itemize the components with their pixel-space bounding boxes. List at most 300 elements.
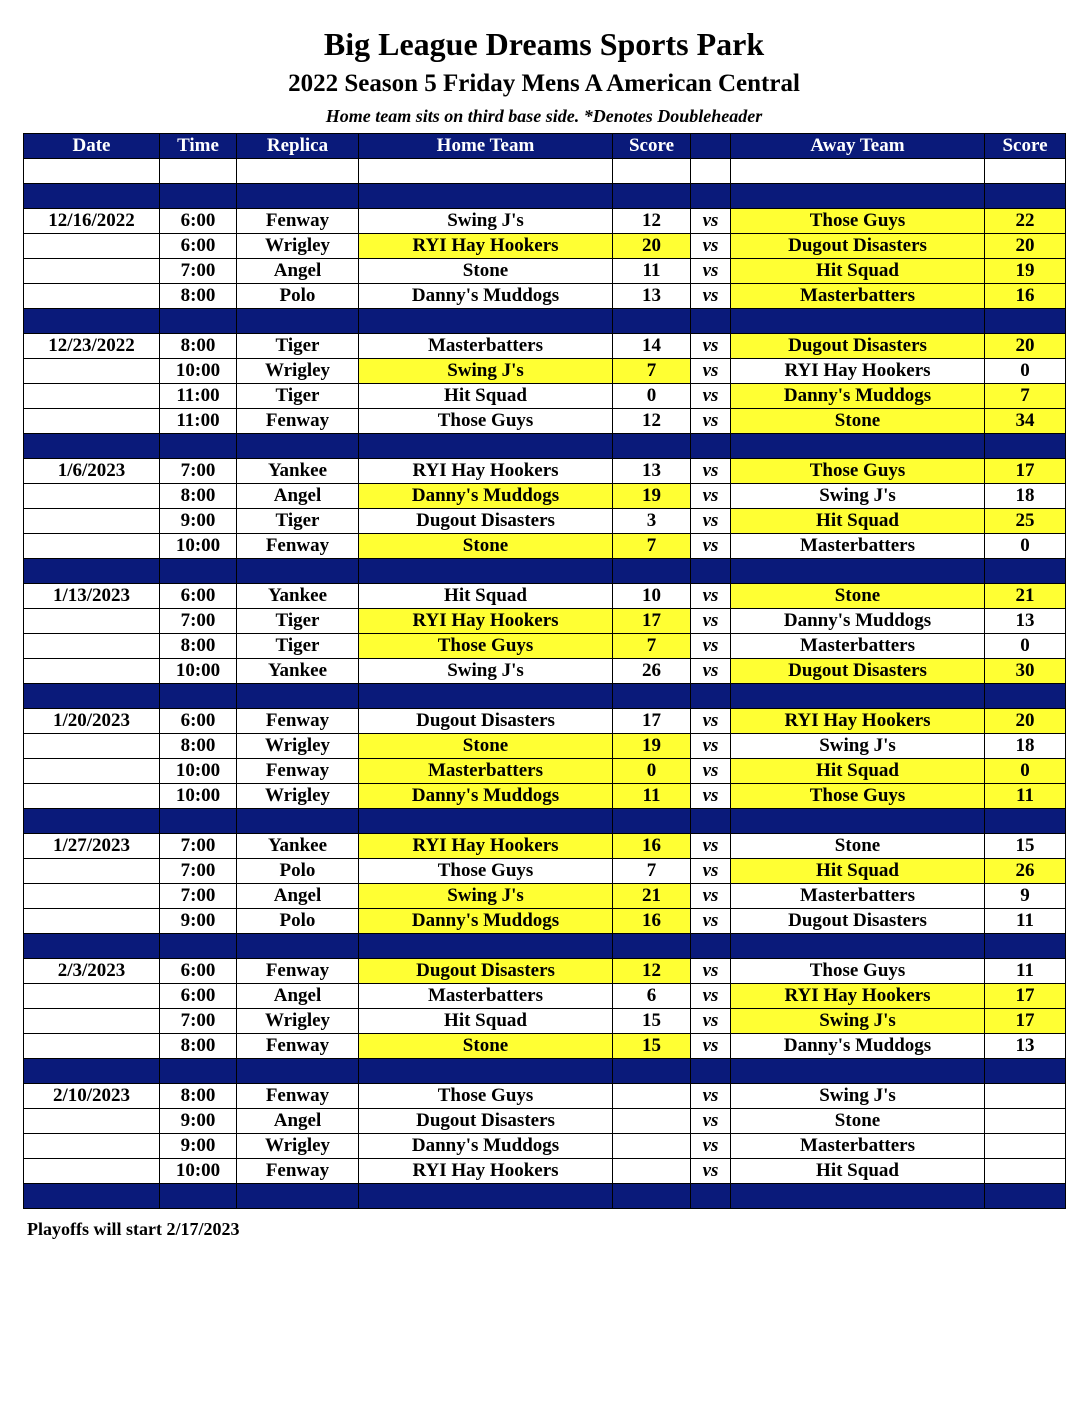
vs-cell: vs [691,1009,731,1034]
game-row [24,834,1066,859]
date-cell [24,1159,160,1184]
replica-cell: Yankee [237,834,359,859]
time-cell: 10:00 [160,784,237,809]
home-team-cell: Stone [359,259,613,284]
away-score-cell: 20 [985,234,1066,259]
time-cell: 9:00 [160,1134,237,1159]
home-team-cell: Dugout Disasters [359,959,613,984]
home-team-cell: Stone [359,734,613,759]
vs-cell: vs [691,1109,731,1134]
away-team-cell: RYI Hay Hookers [731,359,985,384]
away-team-cell: Masterbatters [731,884,985,909]
home-team-cell: Danny's Muddogs [359,484,613,509]
replica-cell: Fenway [237,709,359,734]
time-cell: 6:00 [160,584,237,609]
game-row [24,984,1066,1009]
date-cell [24,484,160,509]
playoffs-note: Playoffs will start 2/17/2023 [27,1219,240,1239]
game-row [24,1134,1066,1159]
replica-cell: Fenway [237,1159,359,1184]
spacer-row [24,159,1066,184]
date-cell [24,784,160,809]
away-team-cell: Masterbatters [731,534,985,559]
home-team-cell: Masterbatters [359,759,613,784]
home-team-cell: Stone [359,534,613,559]
vs-cell: vs [691,634,731,659]
home-score-cell: 11 [613,259,691,284]
time-cell: 10:00 [160,359,237,384]
home-score-cell [613,1109,691,1134]
home-team-cell: Danny's Muddogs [359,284,613,309]
vs-cell: vs [691,584,731,609]
vs-cell: vs [691,1134,731,1159]
away-team-cell: Stone [731,584,985,609]
home-team-cell: Hit Squad [359,384,613,409]
replica-cell: Fenway [237,534,359,559]
time-cell: 9:00 [160,909,237,934]
vs-cell: vs [691,884,731,909]
time-cell: 6:00 [160,709,237,734]
date-cell: 1/27/2023 [24,834,160,859]
vs-cell: vs [691,909,731,934]
replica-cell: Yankee [237,659,359,684]
away-team-cell: RYI Hay Hookers [731,984,985,1009]
week-separator-band [24,1059,1066,1084]
col-header-date: Date [24,134,160,159]
vs-cell: vs [691,409,731,434]
game-row [24,884,1066,909]
time-cell: 6:00 [160,959,237,984]
away-team-cell: Dugout Disasters [731,234,985,259]
replica-cell: Tiger [237,384,359,409]
date-cell [24,384,160,409]
time-cell: 8:00 [160,734,237,759]
away-score-cell: 16 [985,284,1066,309]
replica-cell: Yankee [237,584,359,609]
date-cell: 1/6/2023 [24,459,160,484]
away-score-cell [985,1109,1066,1134]
header-row [24,134,1066,159]
game-row [24,259,1066,284]
away-score-cell: 0 [985,759,1066,784]
home-team-cell: Masterbatters [359,984,613,1009]
time-cell: 8:00 [160,634,237,659]
away-score-cell [985,1134,1066,1159]
date-cell: 1/13/2023 [24,584,160,609]
week-separator-band [24,1184,1066,1209]
home-score-cell: 7 [613,534,691,559]
replica-cell: Fenway [237,759,359,784]
home-score-cell: 17 [613,709,691,734]
home-score-cell [613,1084,691,1109]
vs-cell: vs [691,784,731,809]
date-cell [24,609,160,634]
replica-cell: Polo [237,284,359,309]
vs-cell: vs [691,834,731,859]
vs-cell: vs [691,859,731,884]
replica-cell: Fenway [237,209,359,234]
home-team-cell: RYI Hay Hookers [359,459,613,484]
home-score-cell [613,1159,691,1184]
col-header-replica: Replica [237,134,359,159]
away-score-cell [985,1159,1066,1184]
home-score-cell: 12 [613,409,691,434]
date-cell [24,409,160,434]
away-team-cell: Masterbatters [731,634,985,659]
home-team-cell: Those Guys [359,859,613,884]
week-separator-band [24,684,1066,709]
time-cell: 9:00 [160,509,237,534]
home-team-cell: Those Guys [359,1084,613,1109]
away-score-cell: 11 [985,959,1066,984]
home-team-cell: Swing J's [359,359,613,384]
date-cell [24,259,160,284]
vs-cell: vs [691,984,731,1009]
away-score-cell: 9 [985,884,1066,909]
col-header-vs [691,134,731,159]
away-team-cell: Dugout Disasters [731,334,985,359]
time-cell: 10:00 [160,534,237,559]
away-score-cell: 17 [985,459,1066,484]
vs-cell: vs [691,1084,731,1109]
schedule-body [24,159,1066,1209]
game-row [24,659,1066,684]
home-score-cell: 12 [613,959,691,984]
game-row [24,1034,1066,1059]
time-cell: 11:00 [160,409,237,434]
time-cell: 10:00 [160,659,237,684]
replica-cell: Wrigley [237,734,359,759]
date-cell [24,1034,160,1059]
away-score-cell: 0 [985,359,1066,384]
date-cell [24,859,160,884]
replica-cell: Angel [237,484,359,509]
date-cell [24,909,160,934]
home-team-cell: Masterbatters [359,334,613,359]
time-cell: 8:00 [160,484,237,509]
away-team-cell: Hit Squad [731,759,985,784]
date-cell [24,284,160,309]
away-team-cell: Dugout Disasters [731,659,985,684]
vs-cell: vs [691,484,731,509]
date-cell: 12/23/2022 [24,334,160,359]
away-score-cell: 34 [985,409,1066,434]
vs-cell: vs [691,359,731,384]
away-team-cell: Those Guys [731,209,985,234]
date-cell: 12/16/2022 [24,209,160,234]
home-score-cell: 12 [613,209,691,234]
game-row [24,334,1066,359]
time-cell: 8:00 [160,1084,237,1109]
away-score-cell: 0 [985,634,1066,659]
home-team-cell: Hit Squad [359,1009,613,1034]
game-row [24,484,1066,509]
away-score-cell [985,1084,1066,1109]
away-team-cell: Swing J's [731,1084,985,1109]
replica-cell: Fenway [237,1034,359,1059]
time-cell: 7:00 [160,859,237,884]
home-score-cell: 6 [613,984,691,1009]
home-team-cell: Swing J's [359,884,613,909]
vs-cell: vs [691,459,731,484]
home-score-cell: 16 [613,909,691,934]
home-score-cell: 21 [613,884,691,909]
game-row [24,284,1066,309]
date-cell [24,884,160,909]
date-cell [24,734,160,759]
date-cell [24,1134,160,1159]
time-cell: 7:00 [160,259,237,284]
vs-cell: vs [691,1159,731,1184]
page-title: Big League Dreams Sports Park [323,26,765,62]
replica-cell: Tiger [237,509,359,534]
away-score-cell: 15 [985,834,1066,859]
vs-cell: vs [691,959,731,984]
away-team-cell: Swing J's [731,1009,985,1034]
time-cell: 7:00 [160,834,237,859]
away-score-cell: 0 [985,534,1066,559]
vs-cell: vs [691,609,731,634]
week-separator-band [24,559,1066,584]
home-team-cell: Those Guys [359,409,613,434]
game-row [24,909,1066,934]
away-score-cell: 17 [985,1009,1066,1034]
week-separator-band [24,184,1066,209]
away-score-cell: 19 [985,259,1066,284]
time-cell: 7:00 [160,884,237,909]
vs-cell: vs [691,259,731,284]
home-score-cell: 15 [613,1034,691,1059]
game-row [24,1009,1066,1034]
game-row [24,959,1066,984]
vs-cell: vs [691,284,731,309]
vs-cell: vs [691,209,731,234]
away-team-cell: Swing J's [731,734,985,759]
date-cell [24,984,160,1009]
time-cell: 8:00 [160,1034,237,1059]
away-team-cell: Masterbatters [731,1134,985,1159]
home-score-cell: 15 [613,1009,691,1034]
date-cell [24,634,160,659]
away-score-cell: 21 [985,584,1066,609]
vs-cell: vs [691,1034,731,1059]
time-cell: 7:00 [160,1009,237,1034]
home-team-cell: Those Guys [359,634,613,659]
week-separator-band [24,934,1066,959]
game-row [24,759,1066,784]
time-cell: 7:00 [160,459,237,484]
time-cell: 10:00 [160,759,237,784]
game-row [24,359,1066,384]
away-team-cell: Dugout Disasters [731,909,985,934]
away-team-cell: Stone [731,409,985,434]
replica-cell: Polo [237,909,359,934]
home-score-cell: 16 [613,834,691,859]
home-team-cell: Swing J's [359,659,613,684]
week-separator-band [24,809,1066,834]
date-cell: 1/20/2023 [24,709,160,734]
game-row [24,584,1066,609]
time-cell: 11:00 [160,384,237,409]
vs-cell: vs [691,384,731,409]
vs-cell: vs [691,534,731,559]
time-cell: 9:00 [160,1109,237,1134]
replica-cell: Angel [237,884,359,909]
away-score-cell: 30 [985,659,1066,684]
replica-cell: Tiger [237,634,359,659]
game-row [24,1109,1066,1134]
game-row [24,859,1066,884]
away-score-cell: 13 [985,609,1066,634]
replica-cell: Yankee [237,459,359,484]
away-score-cell: 22 [985,209,1066,234]
time-cell: 8:00 [160,284,237,309]
home-team-cell: Stone [359,1034,613,1059]
vs-cell: vs [691,734,731,759]
col-header-time: Time [160,134,237,159]
home-team-cell: Dugout Disasters [359,509,613,534]
time-cell: 7:00 [160,609,237,634]
page-subtitle: 2022 Season 5 Friday Mens A American Central [288,70,800,97]
away-team-cell: Hit Squad [731,859,985,884]
game-row [24,634,1066,659]
game-row [24,209,1066,234]
date-cell [24,759,160,784]
date-cell [24,1009,160,1034]
header-note: Home team sits on third base side. *Denotes Doubleheader [325,106,763,126]
date-cell [24,359,160,384]
replica-cell: Wrigley [237,1009,359,1034]
col-header-away-team: Away Team [731,134,985,159]
away-score-cell: 25 [985,509,1066,534]
time-cell: 6:00 [160,209,237,234]
away-team-cell: Hit Squad [731,1159,985,1184]
away-team-cell: Danny's Muddogs [731,1034,985,1059]
home-score-cell: 19 [613,734,691,759]
home-team-cell: Hit Squad [359,584,613,609]
away-score-cell: 20 [985,709,1066,734]
home-score-cell: 14 [613,334,691,359]
away-team-cell: Danny's Muddogs [731,384,985,409]
time-cell: 6:00 [160,234,237,259]
date-cell [24,534,160,559]
date-cell [24,659,160,684]
replica-cell: Wrigley [237,1134,359,1159]
game-row [24,784,1066,809]
replica-cell: Polo [237,859,359,884]
away-team-cell: Swing J's [731,484,985,509]
game-row [24,609,1066,634]
away-team-cell: Those Guys [731,784,985,809]
date-cell [24,509,160,534]
home-score-cell: 3 [613,509,691,534]
col-header-home-team: Home Team [359,134,613,159]
home-team-cell: RYI Hay Hookers [359,234,613,259]
vs-cell: vs [691,659,731,684]
home-score-cell: 0 [613,759,691,784]
home-score-cell: 13 [613,459,691,484]
replica-cell: Angel [237,1109,359,1134]
game-row [24,459,1066,484]
away-score-cell: 20 [985,334,1066,359]
game-row [24,384,1066,409]
vs-cell: vs [691,759,731,784]
game-row [24,509,1066,534]
replica-cell: Angel [237,259,359,284]
home-team-cell: RYI Hay Hookers [359,609,613,634]
replica-cell: Wrigley [237,234,359,259]
home-team-cell: RYI Hay Hookers [359,1159,613,1184]
away-team-cell: Masterbatters [731,284,985,309]
game-row [24,534,1066,559]
replica-cell: Tiger [237,334,359,359]
home-team-cell: Danny's Muddogs [359,1134,613,1159]
away-score-cell: 17 [985,984,1066,1009]
away-team-cell: Those Guys [731,959,985,984]
time-cell: 8:00 [160,334,237,359]
away-team-cell: Hit Squad [731,259,985,284]
away-team-cell: Stone [731,1109,985,1134]
home-score-cell: 11 [613,784,691,809]
game-row [24,734,1066,759]
replica-cell: Fenway [237,1084,359,1109]
away-score-cell: 18 [985,734,1066,759]
away-team-cell: Danny's Muddogs [731,609,985,634]
replica-cell: Fenway [237,959,359,984]
away-score-cell: 7 [985,384,1066,409]
away-team-cell: RYI Hay Hookers [731,709,985,734]
home-score-cell: 7 [613,359,691,384]
game-row [24,409,1066,434]
replica-cell: Wrigley [237,359,359,384]
time-cell: 10:00 [160,1159,237,1184]
home-team-cell: Danny's Muddogs [359,784,613,809]
replica-cell: Angel [237,984,359,1009]
away-score-cell: 11 [985,784,1066,809]
col-header-home-score: Score [613,134,691,159]
col-header-away-score: Score [985,134,1066,159]
vs-cell: vs [691,509,731,534]
date-cell: 2/10/2023 [24,1084,160,1109]
away-team-cell: Hit Squad [731,509,985,534]
replica-cell: Tiger [237,609,359,634]
home-team-cell: RYI Hay Hookers [359,834,613,859]
home-team-cell: Danny's Muddogs [359,909,613,934]
home-team-cell: Dugout Disasters [359,709,613,734]
date-cell: 2/3/2023 [24,959,160,984]
replica-cell: Fenway [237,409,359,434]
date-cell [24,1109,160,1134]
home-score-cell: 26 [613,659,691,684]
home-score-cell: 17 [613,609,691,634]
week-separator-band [24,434,1066,459]
away-score-cell: 26 [985,859,1066,884]
vs-cell: vs [691,334,731,359]
week-separator-band [24,309,1066,334]
game-row [24,1084,1066,1109]
home-score-cell: 7 [613,859,691,884]
home-score-cell: 0 [613,384,691,409]
game-row [24,709,1066,734]
vs-cell: vs [691,234,731,259]
home-score-cell: 7 [613,634,691,659]
date-cell [24,234,160,259]
game-row [24,1159,1066,1184]
home-team-cell: Dugout Disasters [359,1109,613,1134]
replica-cell: Wrigley [237,784,359,809]
away-score-cell: 13 [985,1034,1066,1059]
game-row [24,234,1066,259]
